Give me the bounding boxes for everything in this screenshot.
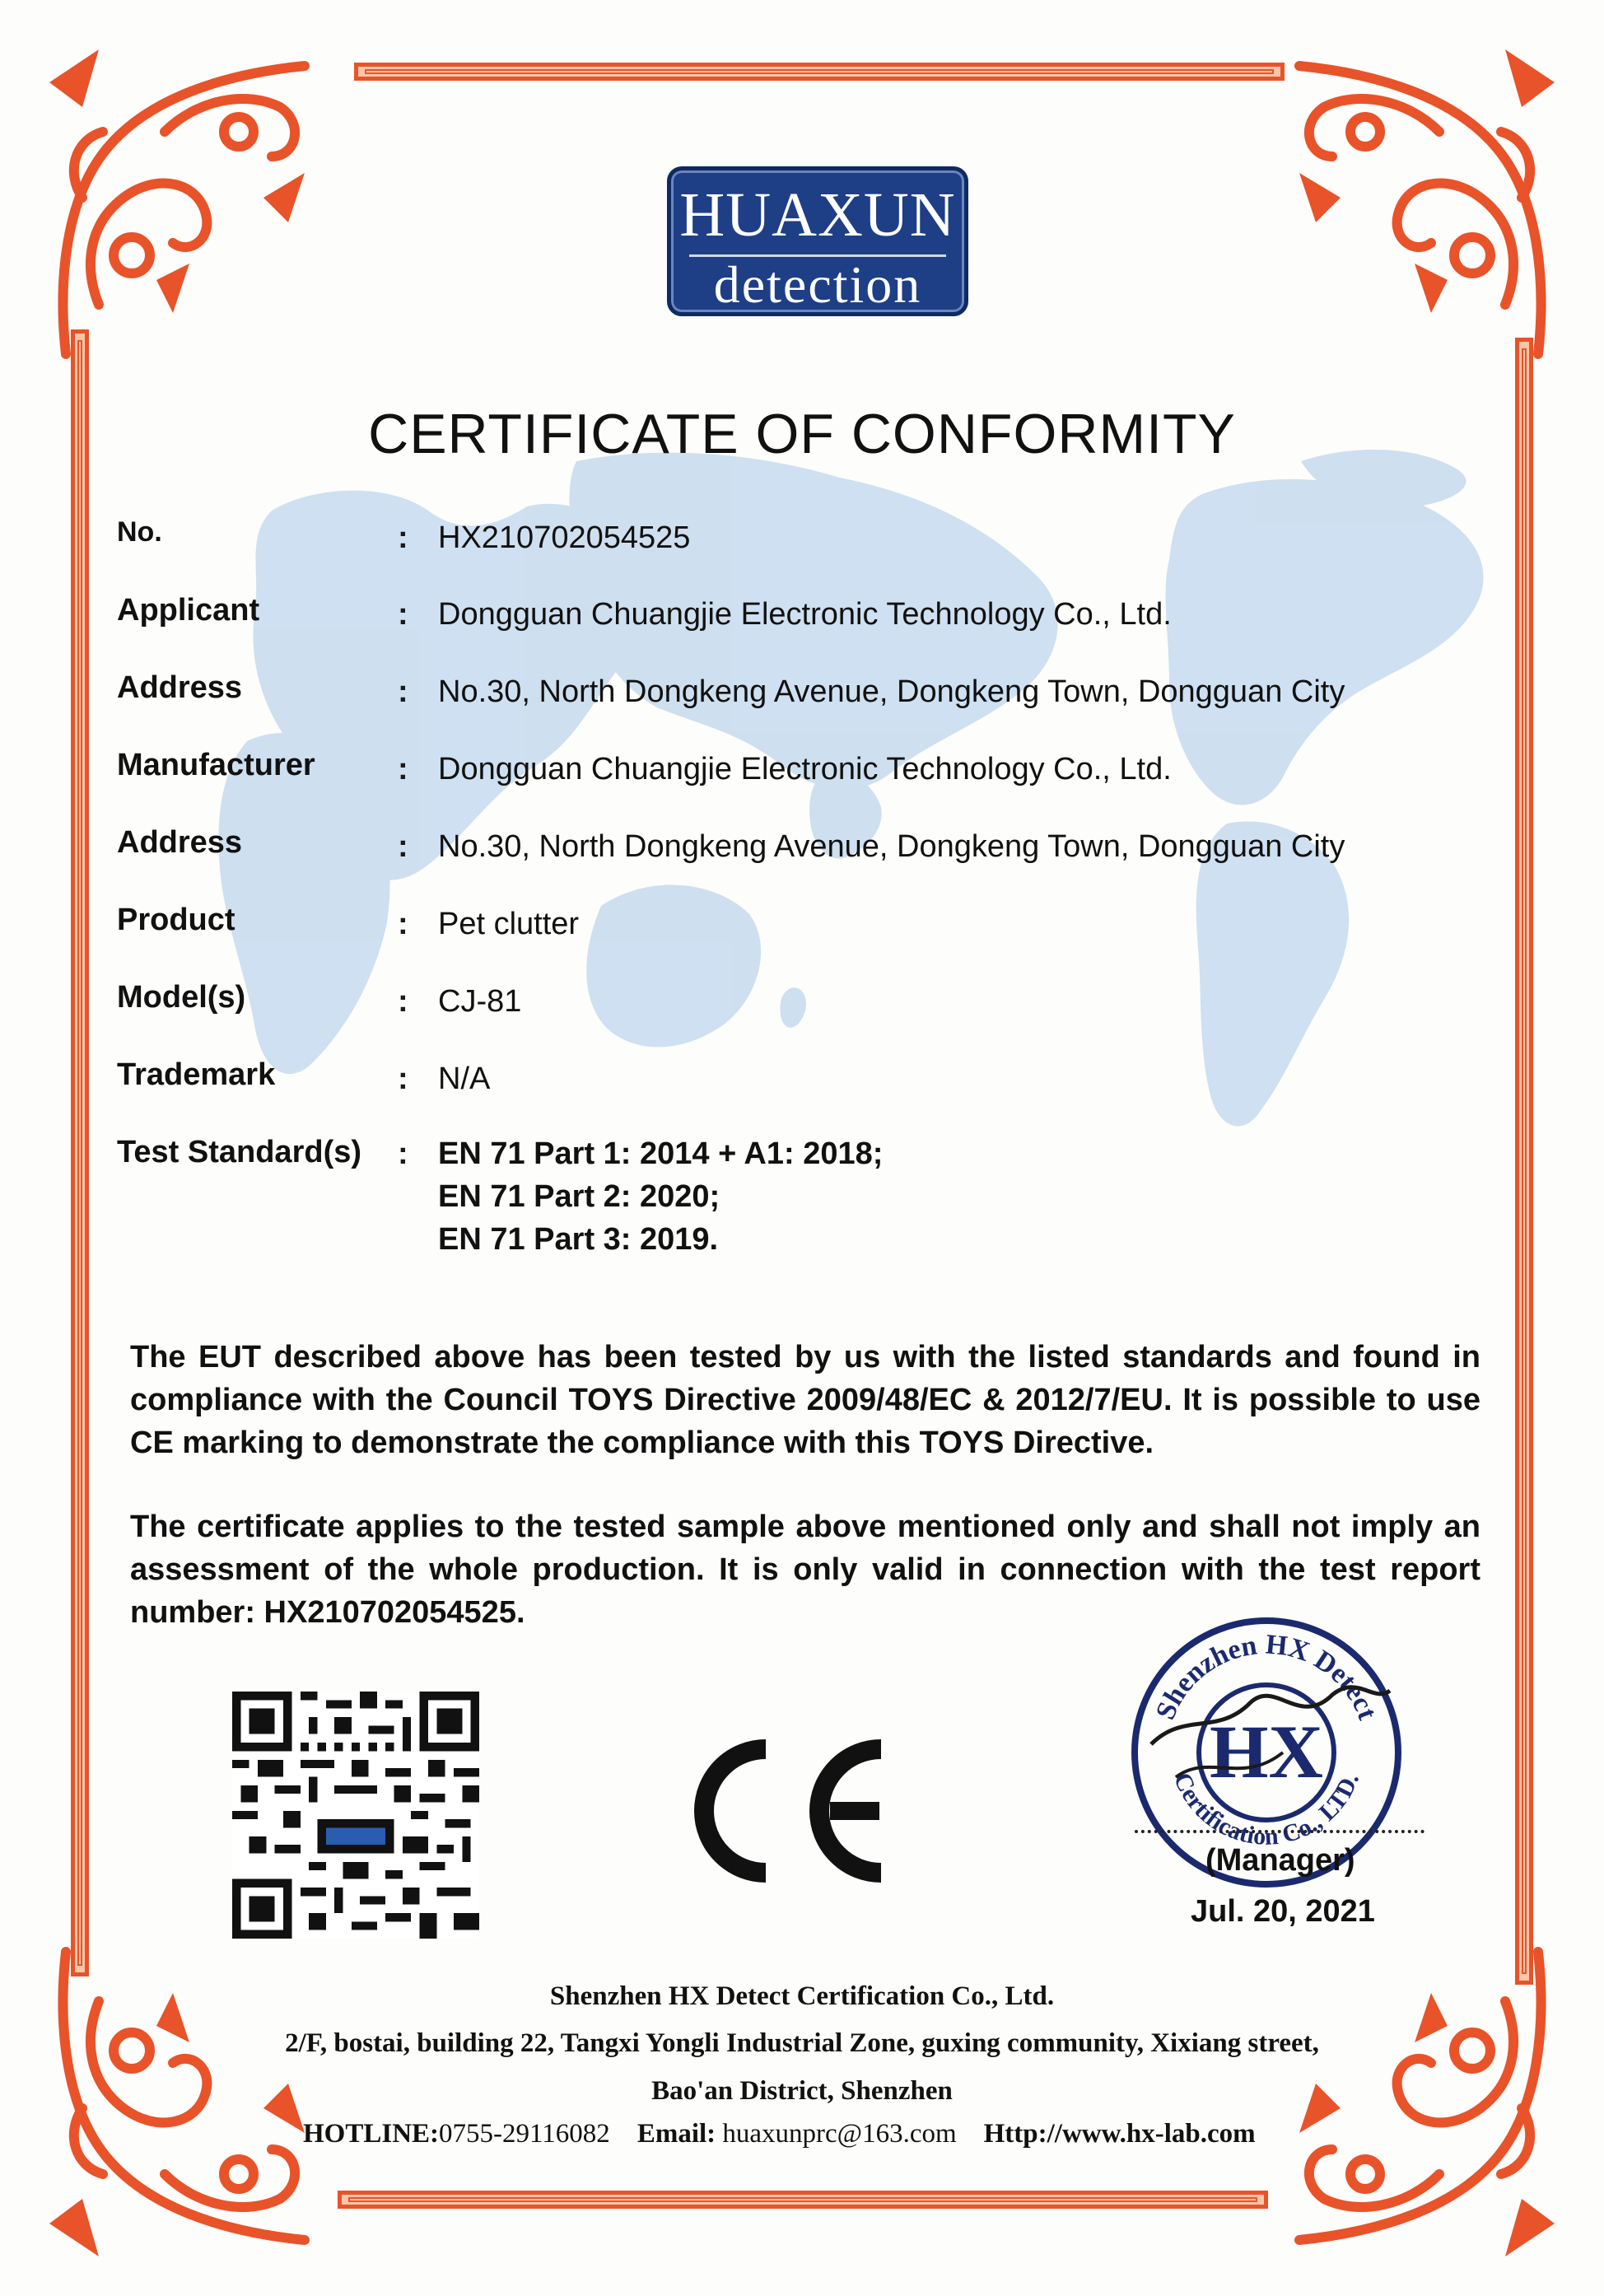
footer-address-line2: Bao'an District, Shenzhen: [651, 2076, 953, 2106]
certificate-title: CERTIFICATE OF CONFORMITY: [368, 403, 1236, 465]
logo-subtitle: detection: [713, 255, 922, 314]
hotline-label: HOTLINE:: [303, 2119, 440, 2149]
field-colon: :: [398, 674, 408, 709]
huaxun-logo: [667, 166, 968, 316]
standard-item: EN 71 Part 3: 2019.: [438, 1222, 719, 1257]
http-label: Http://: [983, 2119, 1062, 2149]
field-value-trademark: N/A: [438, 1062, 491, 1096]
field-value-address: No.30, North Dongkeng Avenue, Dongkeng Town, Dongguan City: [438, 674, 1345, 709]
standard-item: EN 71 Part 2: 2020;: [438, 1179, 720, 1214]
issue-date: Jul. 20, 2021: [1191, 1894, 1375, 1929]
field-label-product: Product: [117, 903, 235, 937]
field-colon: :: [398, 1062, 408, 1096]
footer-company: Shenzhen HX Detect Certification Co., Ltd.: [549, 1981, 1055, 2011]
logo-wordmark: HUAXUN: [679, 180, 956, 250]
svg-text:Shenzhen HX Detect: Shenzhen HX Detect: [1149, 1629, 1383, 1724]
field-value-manufacturer: Dongguan Chuangjie Electronic Technology Co., Ltd.: [438, 752, 1172, 786]
field-colon: :: [398, 520, 408, 555]
website-url: www.hx-lab.com: [1061, 2119, 1256, 2149]
field-label-applicant: Applicant: [117, 593, 260, 628]
compliance-paragraph: The EUT described above has been tested by us with the listed standards and found in compliance with the Council TOYS Directive 2009/48/EC & 2012/7/EU. It is possible to use CE marking to demonstrate the compliance with this TOYS Directive.: [130, 1340, 1480, 1460]
field-colon: :: [398, 829, 408, 864]
field-colon: :: [398, 1136, 408, 1171]
email-address: huaxunprc@163.com: [722, 2119, 957, 2149]
field-label-address: Address: [117, 670, 243, 705]
field-label-address-2: Address: [117, 825, 243, 860]
svg-text:HX: HX: [1210, 1710, 1323, 1794]
field-label-test-standards: Test Standard(s): [117, 1135, 362, 1169]
field-value-applicant: Dongguan Chuangjie Electronic Technology Co., Ltd.: [438, 597, 1172, 632]
frame-top-bar: [354, 63, 1285, 81]
scope-paragraph: The certificate applies to the tested sample above mentioned only and shall not imply an assessment of the whole production. It is only valid in connection with the test report number: HX210702054525.: [130, 1510, 1480, 1630]
field-value-no: HX210702054525: [438, 520, 691, 555]
frame-right-bar: [1515, 338, 1533, 1985]
ce-mark-icon: [690, 1733, 906, 1889]
field-colon: :: [398, 597, 408, 632]
field-value-address-2: No.30, North Dongkeng Avenue, Dongkeng Town, Dongguan City: [438, 829, 1345, 864]
hotline-number: 0755-29116082: [439, 2119, 610, 2149]
standard-item: EN 71 Part 1: 2014 + A1: 2018;: [438, 1136, 884, 1171]
field-value-product: Pet clutter: [438, 907, 580, 941]
footer-address-line1: 2/F, bostai, building 22, Tangxi Yongli Industrial Zone, guxing community, Xixiang street,: [285, 2028, 1319, 2058]
ornament-top-right-icon: [1275, 33, 1571, 379]
footer-contact: [303, 2119, 1256, 2149]
field-value-models: CJ-81: [438, 984, 522, 1019]
email-label: Email:: [636, 2119, 716, 2149]
signatory-role: (Manager): [1205, 1843, 1355, 1878]
signature-line: [1135, 1830, 1424, 1833]
field-label-trademark: Trademark: [117, 1057, 276, 1092]
ornament-top-left-icon: [33, 33, 329, 379]
field-label-models: Model(s): [117, 980, 246, 1015]
field-colon: :: [398, 907, 408, 941]
field-label-manufacturer: Manufacturer: [117, 748, 315, 782]
field-label-no: No.: [117, 516, 162, 548]
qr-code-icon: [232, 1692, 479, 1939]
field-colon: :: [398, 752, 408, 786]
frame-bottom-bar: [338, 2191, 1268, 2209]
svg-text:Certification Co., LTD.: Certification Co., LTD.: [1168, 1768, 1364, 1850]
field-colon: :: [398, 984, 408, 1019]
frame-left-bar: [71, 329, 89, 1976]
